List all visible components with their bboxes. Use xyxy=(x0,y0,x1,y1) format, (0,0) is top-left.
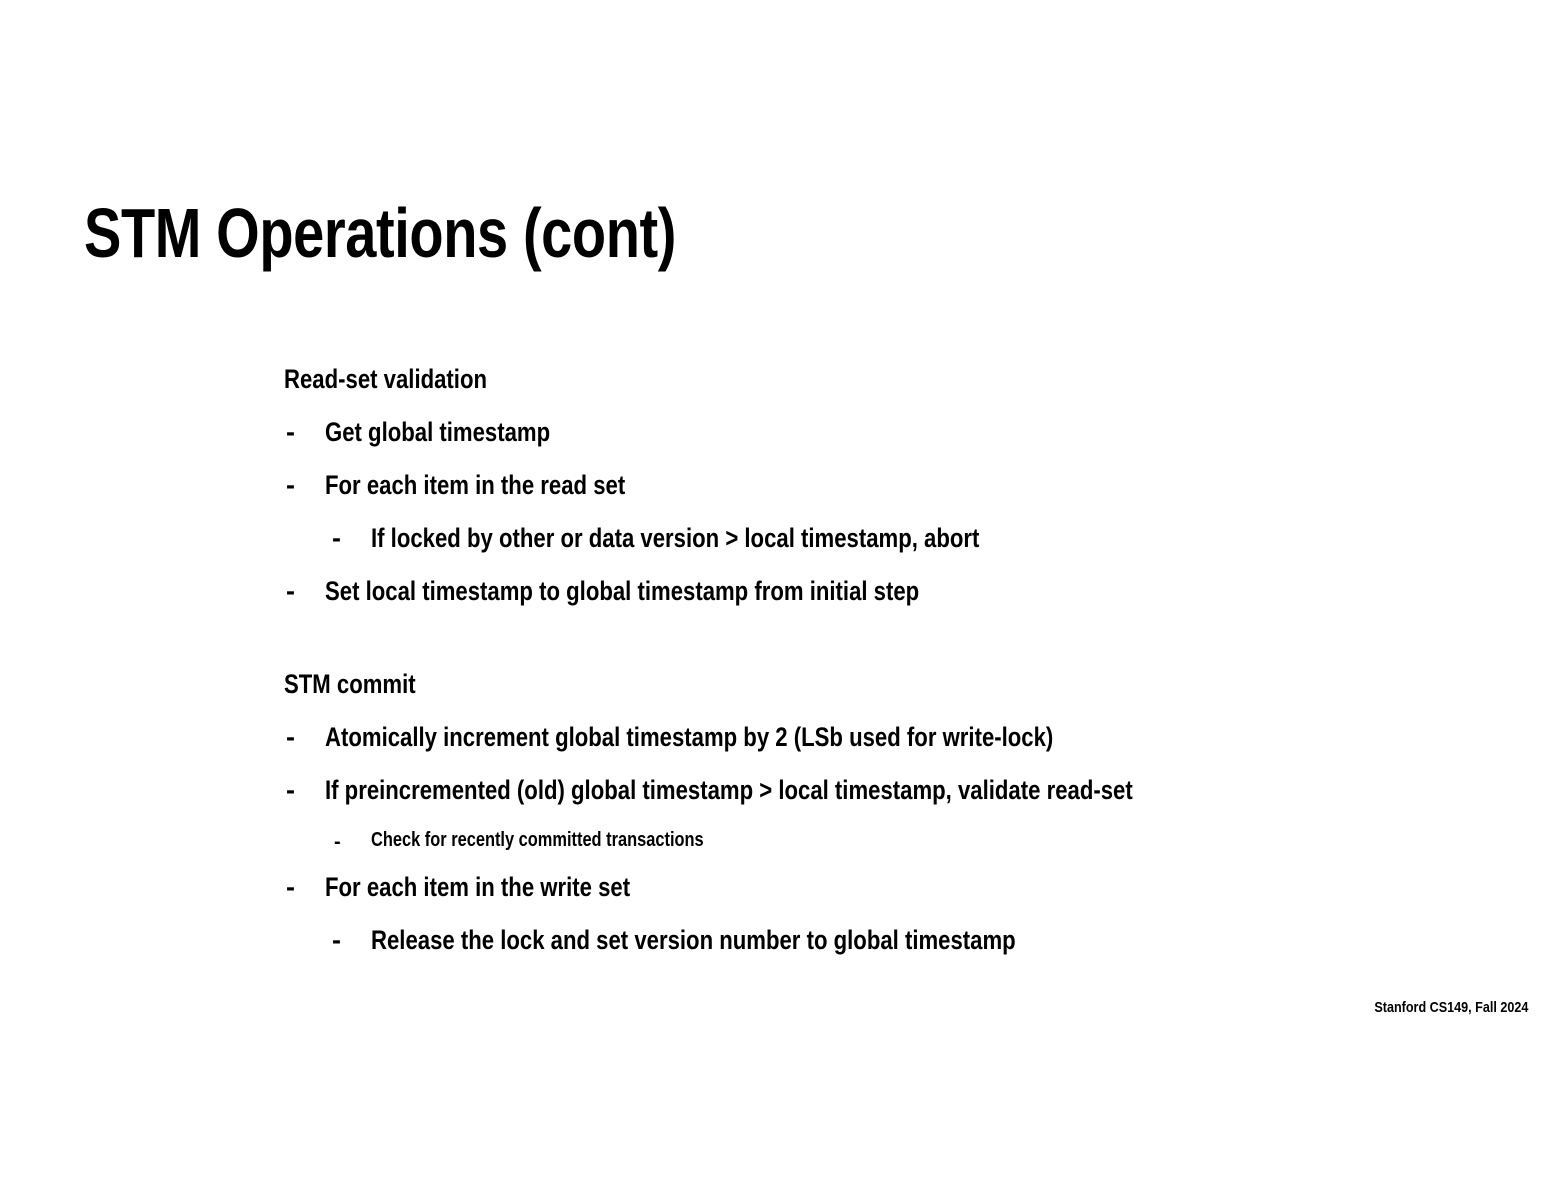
bullet-label: Check for recently committed transactions xyxy=(371,829,704,851)
bullet-dash-icon: - xyxy=(286,722,295,752)
bullet-dash-icon: - xyxy=(286,775,295,805)
section-stm-commit xyxy=(284,671,1384,954)
bullet-label: For each item in the write set xyxy=(325,872,631,902)
bullet-label: Atomically increment global timestamp by 2 (LSb used for write-lock) xyxy=(325,722,1054,752)
bullet-dash-icon: - xyxy=(286,470,295,500)
bullet-label: Release the lock and set version number to global timestamp xyxy=(371,925,1016,955)
slide-footer: Stanford CS149, Fall 2024 xyxy=(1373,999,1528,1016)
bullet-item xyxy=(284,525,1384,552)
section-heading: Read-set validation xyxy=(284,364,488,394)
bullet-dash-icon: - xyxy=(332,925,341,955)
bullet-label: Get global timestamp xyxy=(325,417,551,447)
bullet-item xyxy=(284,777,1384,804)
page-title: STM Operations (cont) xyxy=(84,194,677,272)
bullet-dash-icon: - xyxy=(286,576,295,606)
bullet-dash-icon: - xyxy=(286,872,295,902)
bullet-item xyxy=(284,927,1384,954)
bullet-dash-icon: - xyxy=(332,523,341,553)
bullet-item xyxy=(284,724,1384,751)
bullet-item xyxy=(284,874,1384,901)
bullet-dash-icon: - xyxy=(286,417,295,447)
slide-body xyxy=(284,366,1384,954)
bullet-item xyxy=(284,472,1384,499)
bullet-label: Set local timestamp to global timestamp from initial step xyxy=(325,576,920,606)
bullet-label: If locked by other or data version > local timestamp, abort xyxy=(371,523,980,553)
bullet-label: For each item in the read set xyxy=(325,470,626,500)
bullet-item xyxy=(284,419,1384,446)
bullet-label: If preincremented (old) global timestamp > local timestamp, validate read-set xyxy=(325,775,1133,805)
bullet-item xyxy=(284,829,1384,853)
bullet-dash-icon: - xyxy=(334,831,341,853)
bullet-item xyxy=(284,578,1384,605)
section-read-set-validation xyxy=(284,366,1384,605)
section-heading: STM commit xyxy=(284,669,416,699)
